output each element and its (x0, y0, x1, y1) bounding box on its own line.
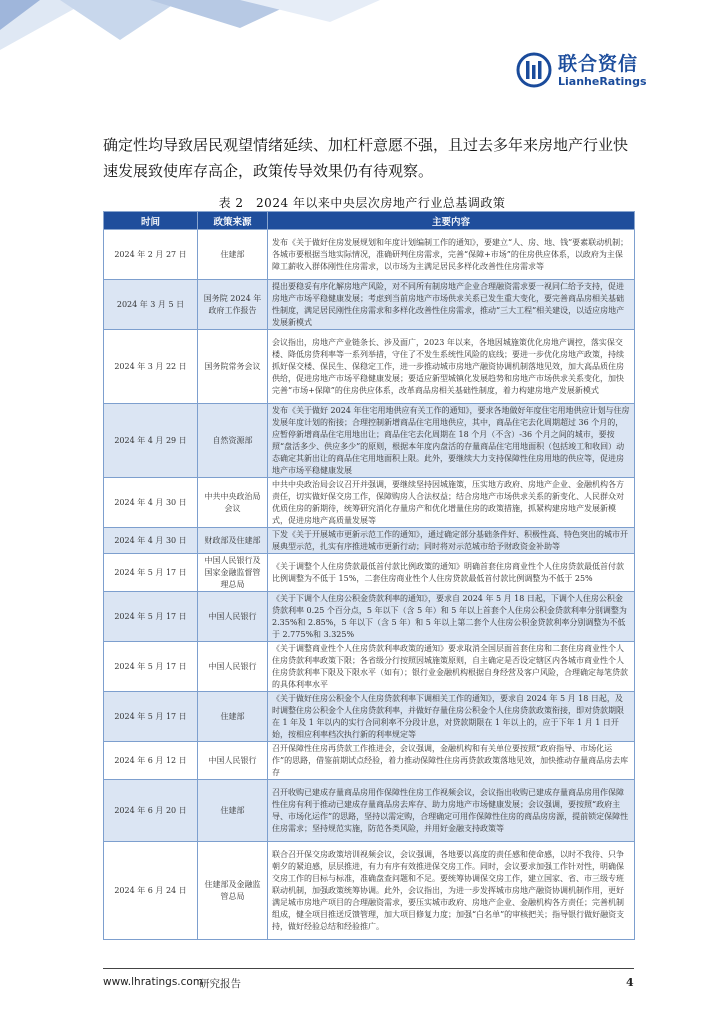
row-date: 2024 年 4 月 30 日 (104, 528, 198, 554)
row-date: 2024 年 4 月 30 日 (104, 478, 198, 528)
row-date: 2024 年 6 月 20 日 (104, 780, 198, 842)
row-date: 2024 年 6 月 24 日 (104, 842, 198, 940)
row-source: 中共中央政治局会议 (198, 478, 268, 528)
row-content: 会议指出，房地产产业链条长、涉及面广，2023 年以来，各地因城施策优化房地产调控，落实保交楼、降低房贷利率等一系列举措，守住了不发生系统性风险的底线；要进一步优化房地产政策，持续抓好保交楼、保民生、保稳定工作，进一步推动城市房地产融资协调机制落地见效，加大高品质住房供给，促进房地产市场平稳健康发展；要适应新型城镇化发展趋势和房地产市场供求关系变化，加快完善“市场+保障”的住房供应体系，改革商品房相关基础性制度，着力构建房地产发展新模式 (268, 330, 635, 404)
table-row (104, 330, 635, 404)
row-source: 国务院常务会议 (198, 330, 268, 404)
table-caption: 表 2 2024 年以来中央层次房地产行业总基调政策 (218, 196, 506, 210)
table-row (104, 478, 635, 528)
row-date: 2024 年 5 月 17 日 (104, 692, 198, 742)
header-source: 政策来源 (198, 212, 268, 230)
row-date: 2024 年 4 月 29 日 (104, 404, 198, 478)
row-content: 《关于调整个人住房贷款最低首付款比例政策的通知》明确首套住房商业性个人住房贷款最低首付款比例调整为不低于 15%，二套住房商业性个人住房贷款最低首付款比例调整为不低于 25% (268, 554, 635, 592)
row-date: 2024 年 5 月 17 日 (104, 642, 198, 692)
row-source: 中国人民银行 (198, 742, 268, 780)
row-source: 自然资源部 (198, 404, 268, 478)
row-content: 提出要稳妥有序化解房地产风险，对不同所有制房地产企业合理融资需求要一视同仁给予支持，促进房地产市场平稳健康发展；考虑到当前房地产市场供求关系已发生重大变化，要完善商品房相关基础性制度，满足居民刚性住房需求和多样化改善性住房需求，推动“三大工程”相关建设，以适应房地产发展新模式 (268, 280, 635, 330)
header-date: 时间 (104, 212, 198, 230)
header-content: 主要内容 (268, 212, 635, 230)
row-date: 2024 年 5 月 17 日 (104, 554, 198, 592)
page-number: 4 (626, 976, 634, 989)
lianhe-logo-icon (516, 52, 552, 88)
row-content: 《关于调整商业性个人住房贷款利率政策的通知》要求取消全国层面首套住房和二套住房商业性个人住房贷款利率政策下限；各省级分行按照因城施策原则，自主确定是否设定辖区内各城市商业性个人住房贷款利率下限及下限水平（如有）；银行业金融机构根据自身经营及客户风险，合理确定每笔贷款的具体利率水平 (268, 642, 635, 692)
table-row (104, 642, 635, 692)
brand-name-cn: 联合资信 (558, 52, 639, 75)
row-date: 2024 年 5 月 17 日 (104, 592, 198, 642)
header-decoration (0, 0, 724, 60)
row-content: 中共中央政治局会议召开并强调，要继续坚持因城施策，压实地方政府、房地产企业、金融机构各方责任，切实做好保交房工作，保障购房人合法权益；结合房地产市场供求关系的新变化、人民群众对优质住房的新期待，统筹研究消化存量房产和优化增量住房的政策措施，抓紧构建房地产发展新模式，促进房地产高质量发展等 (268, 478, 635, 528)
row-source: 住建部 (198, 230, 268, 280)
table-row (104, 692, 635, 742)
table-row (104, 280, 635, 330)
brand-name-en: LianheRatings (558, 74, 647, 88)
table-row (104, 554, 635, 592)
row-source: 财政部及住建部 (198, 528, 268, 554)
row-content: 召开保障性住房再贷款工作推进会，会议强调，金融机构和有关单位要按照“政府指导、市场化运作”的思路，借鉴前期试点经验，着力推动保障性住房再贷款政策落地见效，加快推动存量商品房去库存 (268, 742, 635, 780)
row-content: 发布《关于做好 2024 年住宅用地供应有关工作的通知》，要求各地做好年度住宅用地供应计划与住房发展年度计划的衔接；合理控制新增商品住宅用地供应，其中，商品住宅去化周期超过 36 个月的，应暂停新增商品住宅用地出让；商品住宅去化周期在 18 个月（不含）-36 个月之间的城市，要按照“盘活多少、供应多少”的原则，根据本年度内盘活的存量商品住宅用地面积（包括竣工和收回）动态确定其新出让的商品住宅用地面积上限。此外，要继续大力支持保障性住房用地的供应等，促进房地产市场平稳健康发展 (268, 404, 635, 478)
row-source: 国务院 2024 年政府工作报告 (198, 280, 268, 330)
row-content: 联合召开保交房政策培训视频会议，会议强调，各地要以高度的责任感和使命感，以时不我待、只争朝夕的紧迫感，层层推进，有力有序有效推进保交房工作。同时，会议要求加强工作针对性，明确保交房工作的目标与标准，准确盘查问题和不足。要统筹协调保交房工作，建立国家、省、市三级专班联动机制，加强政策统筹协调。此外，会议指出，为进一步发挥城市房地产融资协调机制作用，更好满足城市房地产项目的合理融资需求，要压实城市政府、房地产企业、金融机构各方责任；完善机制组成，健全项目推送反馈管理，加大项目修复力度；加强“白名单”的审核把关；指导银行做好融资支持，做好经验总结和经验推广。 (268, 842, 635, 940)
row-content: 召开收购已建成存量商品房用作保障性住房工作视频会议，会议指出收购已建成存量商品房用作保障性住房有利于推动已建成存量商品房去库存、助力房地产市场健康发展；会议强调，要按照“政府主导、市场化运作”的思路，坚持以需定购，合理确定可用作保障性住房的商品房房源，提前锁定保障性住房需求；坚持规范实施，防范各类风险，并用好金融支持政策等 (268, 780, 635, 842)
footer-divider (103, 968, 634, 969)
row-content: 《关于下调个人住房公积金贷款利率的通知》，要求自 2024 年 5 月 18 日起，下调个人住房公积金贷款利率 0.25 个百分点，5 年以下（含 5 年）和 5 年以上首套个人住房公积金贷款利率分别调整为 2.35%和 2.85%，5 年以下（含 5 年）和 5 年以上第二套个人住房公积金贷款利率分别调整为不低于 2.775%和 3.325% (268, 592, 635, 642)
row-date: 2024 年 3 月 22 日 (104, 330, 198, 404)
row-date: 2024 年 6 月 12 日 (104, 742, 198, 780)
row-source: 中国人民银行 (198, 592, 268, 642)
table-row (104, 230, 635, 280)
policy-table (103, 211, 635, 940)
footer-website-link[interactable]: www.lhratings.com (103, 976, 204, 988)
row-source: 住建部 (198, 692, 268, 742)
row-source: 中国人民银行及国家金融监督管理总局 (198, 554, 268, 592)
row-content: 《关于做好住房公积金个人住房贷款利率下调相关工作的通知》，要求自 2024 年 5 月 18 日起，及时调整住房公积金个人住房贷款利率，并做好存量住房公积金个人住房贷款政策衔接，即对贷款期限在 1 年及 1 年以内的实行合同利率不分段计息，对贷款期限在 1 年以上的，应于下年 1 月 1 日开始，按相应利率档次执行新的利率规定等 (268, 692, 635, 742)
row-date: 2024 年 3 月 5 日 (104, 280, 198, 330)
brand-logo (516, 52, 647, 88)
footer-report-label: 研究报告 (199, 978, 241, 990)
row-content: 下发《关于开展城市更新示范工作的通知》，通过确定部分基础条件好、积极性高、特色突出的城市开展典型示范，扎实有序推进城市更新行动；同时将对示范城市给予财政资金补助等 (268, 528, 635, 554)
table-row (104, 780, 635, 842)
row-source: 住建部及金融监管总局 (198, 842, 268, 940)
row-content: 发布《关于做好住房发展规划和年度计划编制工作的通知》，要建立“人、房、地、钱”要素联动机制；各城市要根据当地实际情况，准确研判住房需求，完善“保障+市场”的住房供应体系，以政府为主保障工薪收入群体刚性住房需求，以市场为主满足居民多样化改善性住房需求等 (268, 230, 635, 280)
table-row (104, 842, 635, 940)
row-date: 2024 年 2 月 27 日 (104, 230, 198, 280)
row-source: 住建部 (198, 780, 268, 842)
intro-paragraph: 确定性均导致居民观望情绪延续、加杠杆意愿不强，且过去多年来房地产行业快速发展致使库存高企，政策传导效果仍有待观察。 (103, 136, 629, 180)
row-source: 中国人民银行 (198, 642, 268, 692)
table-row (104, 592, 635, 642)
table-header-row (104, 212, 635, 230)
table-row (104, 742, 635, 780)
table-row (104, 528, 635, 554)
table-row (104, 404, 635, 478)
